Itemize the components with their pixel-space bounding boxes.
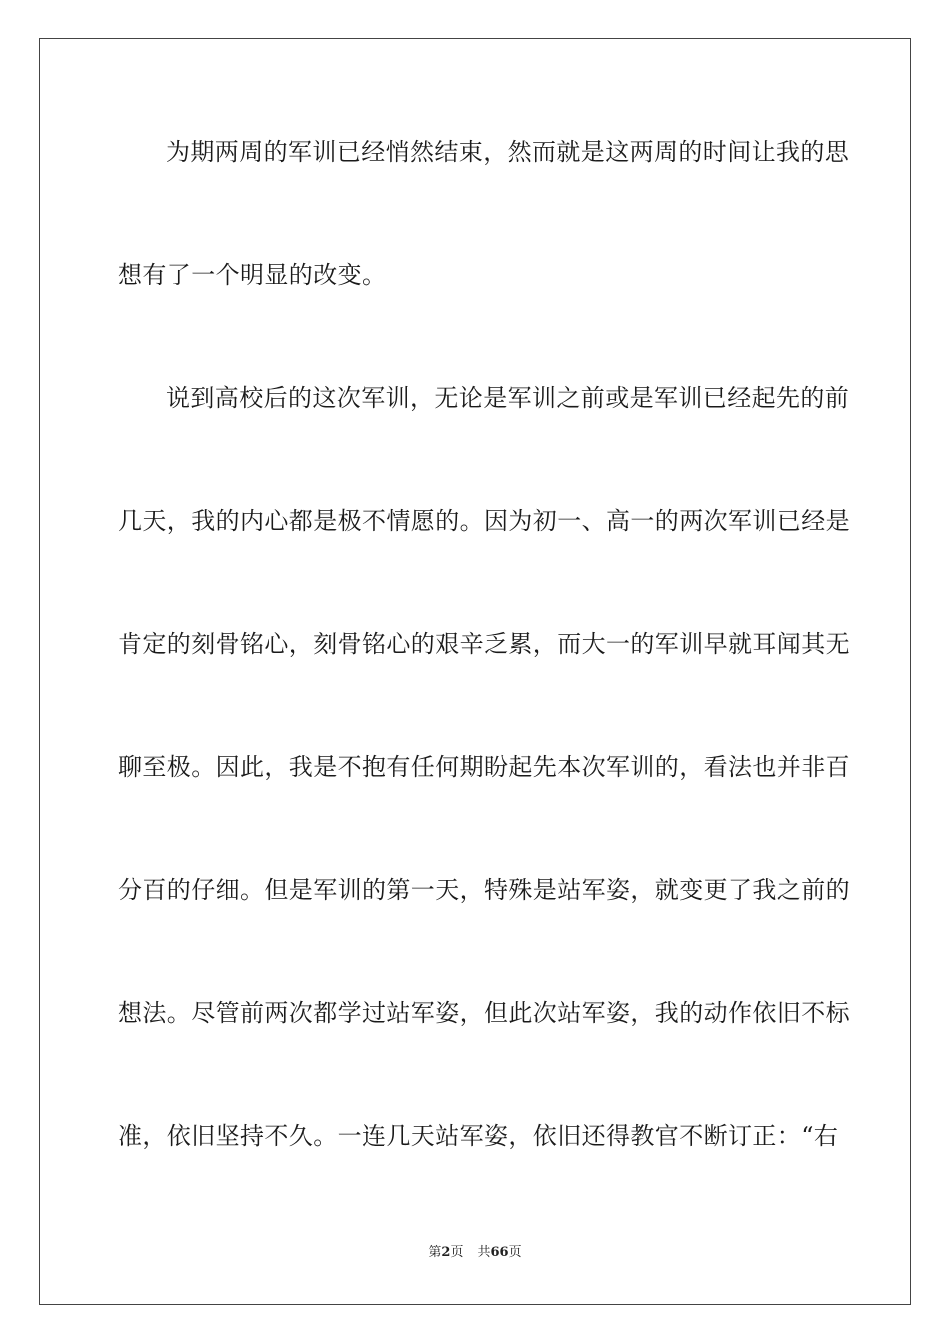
paragraph-2-line-3: 肯定的刻骨铭心，刻骨铭心的艰辛乏累，而大一的军训早就耳闻其无 bbox=[118, 630, 850, 658]
paragraph-2-line-1: 说到高校后的这次军训，无论是军训之前或是军训已经起先的前 bbox=[166, 384, 850, 412]
page-border bbox=[39, 38, 911, 1305]
paragraph-1-line-1: 为期两周的军训已经悄然结束，然而就是这两周的时间让我的思 bbox=[166, 138, 850, 166]
paragraph-2-line-4: 聊至极。因此，我是不抱有任何期盼起先本次军训的，看法也并非百 bbox=[118, 753, 850, 781]
paragraph-2-line-7: 准，依旧坚持不久。一连几天站军姿，依旧还得教官不断订正：“右 bbox=[118, 1122, 839, 1150]
paragraph-1-line-2: 想有了一个明显的改变。 bbox=[118, 261, 387, 289]
total-pages: 66 bbox=[490, 1245, 509, 1260]
page-number: 2 bbox=[441, 1245, 451, 1260]
paragraph-2-line-2: 几天，我的内心都是极不情愿的。因为初一、高一的两次军训已经是 bbox=[118, 507, 850, 535]
page-suffix: 页 bbox=[450, 1245, 464, 1260]
total-prefix: 共 bbox=[477, 1245, 491, 1260]
page-prefix: 第 bbox=[428, 1245, 442, 1260]
total-suffix: 页 bbox=[508, 1245, 522, 1260]
page-footer bbox=[0, 1244, 950, 1262]
paragraph-2-line-5: 分百的仔细。但是军训的第一天，特殊是站军姿，就变更了我之前的 bbox=[118, 876, 850, 904]
paragraph-2-line-6: 想法。尽管前两次都学过站军姿，但此次站军姿，我的动作依旧不标 bbox=[118, 999, 850, 1027]
